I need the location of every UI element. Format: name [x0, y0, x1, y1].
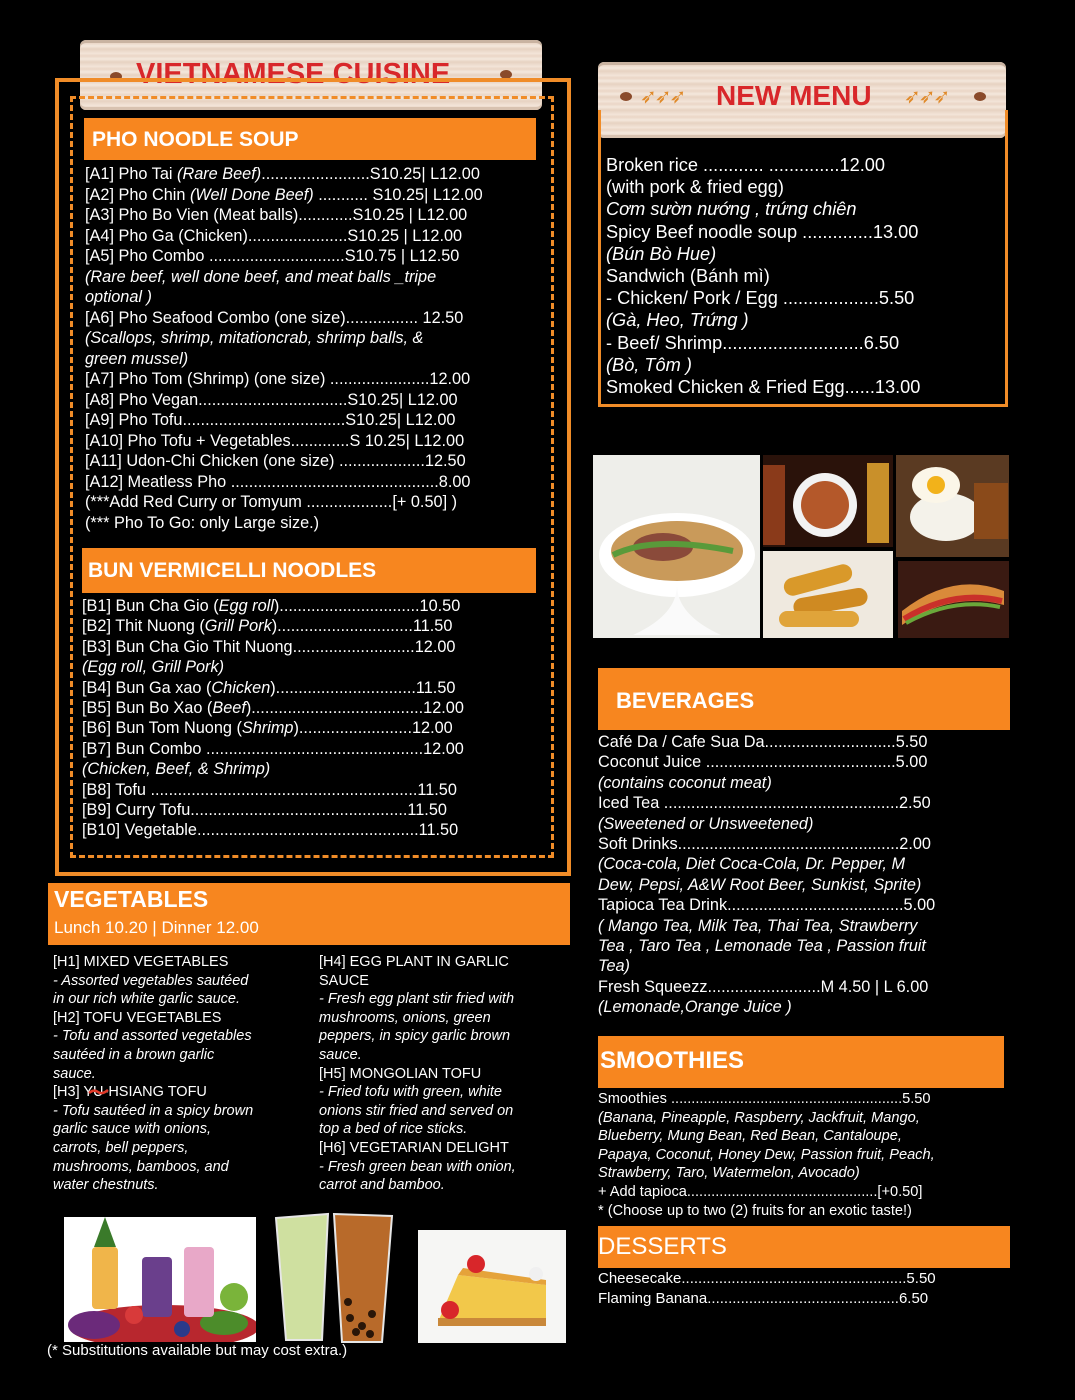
veg-hours: Lunch 10.20 | Dinner 12.00 [54, 918, 259, 937]
beverages-title: BEVERAGES [616, 688, 755, 713]
menu-item [85, 287, 545, 308]
menu-item-text: [B6] Bun Tom Nuong ( [82, 719, 242, 738]
menu-item-text: [B3] Bun Cha Gio Thit Nuong...........................12.00 [82, 637, 456, 656]
menu-line: (Coca-cola, Diet Coca-Cola, Dr. Pepper, M [598, 855, 906, 874]
menu-line: (with pork & fried egg) [606, 177, 784, 198]
wheat-icon: ➶➶➶ [640, 86, 685, 108]
new-menu-list [606, 154, 1006, 398]
menu-line: Tea) [598, 957, 630, 976]
menu-item [82, 637, 542, 657]
menu-line: ( Mango Tea, Milk Tea, Thai Tea, Strawberry [598, 916, 918, 935]
pho-bowl-photo [593, 455, 760, 638]
nail-icon [974, 92, 986, 101]
menu-item-text: [A9] Pho Tofu....................................S10.25| L12.00 [85, 411, 456, 429]
menu-item-note: Grill Pork [204, 617, 272, 636]
menu-item-note: Shrimp [241, 719, 294, 738]
bun-list [82, 596, 542, 841]
menu-item-text: [A10] Pho Tofu + Vegetables.............S 10.25| L12.00 [85, 431, 465, 450]
menu-item-text: [A4] Pho Ga (Chicken)......................S10.25 | L12.00 [85, 226, 463, 245]
menu-line: garlic sauce with onions, [53, 1121, 211, 1138]
menu-item-text: (***Add Red Curry or Tomyum ...................[+ 0.50] ) [85, 493, 458, 511]
menu-line: [H2] TOFU VEGETABLES [53, 1009, 222, 1026]
menu-line: Dew, Pepsi, A&W Root Beer, Sunkist, Sprite) [598, 875, 922, 894]
menu-item-text: [A5] Pho Combo ..............................S10.75 | L12.50 [85, 247, 460, 265]
menu-item-text: [B7] Bun Combo ................................................12.00 [82, 739, 464, 758]
menu-line: mushrooms, bamboos, and [53, 1158, 229, 1175]
menu-item-note: Egg roll [218, 597, 274, 615]
menu-line: Smoothies .........................................................5.50 [598, 1091, 931, 1107]
menu-line: Spicy Beef noodle soup ..............13.00 [606, 221, 919, 242]
menu-line: - Fried tofu with green, white [319, 1084, 502, 1101]
menu-item-note: Beef [212, 698, 246, 717]
veg-section-title: VEGETABLES [54, 886, 209, 912]
menu-item-price: ).........................12.00 [293, 719, 453, 738]
menu-line: (Banana, Pineapple, Raspberry, Jackfruit, Mango, [598, 1109, 920, 1126]
menu-line: (Lemonade,Orange Juice ) [598, 998, 792, 1017]
menu-line: carrots, bell peppers, [53, 1139, 189, 1156]
menu-item [82, 616, 542, 636]
menu-item [85, 513, 545, 534]
menu-item [85, 328, 545, 349]
menu-line: Café Da / Cafe Sua Da.............................5.50 [598, 733, 928, 751]
menu-item-note: (Egg roll, Grill Pork) [82, 658, 225, 677]
veg-left-column [53, 953, 305, 1195]
menu-line: + Add tapioca...............................................[+0.50] [598, 1183, 923, 1200]
menu-item-text: [A2] Pho Chin [85, 185, 190, 204]
menu-line: (Gà, Heo, Trứng ) [606, 310, 749, 331]
menu-item-text: [B10] Vegetable.................................................11.50 [82, 821, 459, 840]
desserts-section-header [598, 1226, 1010, 1268]
menu-item-note: (Well Done Beef) [190, 185, 314, 204]
menu-line: Iced Tea ....................................................2.50 [598, 794, 931, 813]
menu-item-note: (Rare Beef) [177, 165, 262, 183]
beverages-list [598, 732, 1010, 1017]
veg-right-column [319, 953, 569, 1195]
cheesecake-photo [418, 1230, 566, 1343]
menu-line: Blueberry, Mung Bean, Red Bean, Cantaloupe, [598, 1128, 902, 1145]
menu-line: [H3] YU-HSIANG TOFU [53, 1084, 207, 1101]
bun-photo [763, 455, 893, 547]
menu-item [82, 596, 542, 616]
menu-item [85, 390, 545, 411]
menu-item-price: )..............................11.50 [271, 617, 453, 636]
menu-item [85, 492, 545, 513]
menu-item [82, 800, 542, 820]
desserts-title: DESSERTS [598, 1233, 727, 1260]
menu-line: Coconut Juice ..........................................5.00 [598, 753, 928, 772]
bun-section-header [82, 548, 536, 593]
menu-line: - Assorted vegetables sautéed [53, 972, 249, 989]
menu-line: sautéed in a brown garlic [53, 1046, 215, 1063]
menu-item [82, 739, 542, 759]
menu-item [85, 472, 545, 493]
menu-item-note: (Rare beef, well done beef, and meat balls _tripe [85, 267, 437, 286]
menu-line: Soft Drinks.................................................2.00 [598, 834, 931, 853]
bubble-tea-photo [270, 1210, 398, 1343]
broken-rice-photo [896, 455, 1009, 557]
menu-item-text: [A12] Meatless Pho ..............................................8.00 [85, 472, 471, 491]
menu-line: mushrooms, onions, green [319, 1009, 491, 1026]
pho-list [85, 164, 545, 533]
menu-item [85, 369, 545, 390]
menu-item-price: ........... S10.25| L12.00 [313, 185, 483, 204]
menu-line: onions stir fried and served on [319, 1102, 514, 1119]
veg-section-header [48, 883, 570, 945]
menu-item-text: [B5] Bun Bo Xao ( [82, 698, 213, 717]
smoothies-section-header [598, 1036, 1004, 1088]
menu-line: Flaming Banana..............................................6.50 [598, 1289, 929, 1307]
menu-line: Strawberry, Taro, Watermelon, Avocado) [598, 1165, 860, 1182]
menu-item-note: Chicken [211, 678, 271, 697]
menu-line: (contains coconut meat) [598, 773, 772, 792]
menu-line: - Fresh green bean with onion, [319, 1158, 516, 1175]
menu-line: Papaya, Coconut, Honey Dew, Passion fruit, Peach, [598, 1146, 935, 1163]
smoothies-list [598, 1090, 1010, 1220]
menu-item-text: [B9] Curry Tofu................................................11.50 [82, 800, 447, 819]
menu-line: - Beef/ Shrimp............................6.50 [606, 332, 900, 353]
menu-line: Sandwich (Bánh mì) [606, 265, 770, 286]
menu-line: Cơm sườn nướng , trứng chiên [606, 199, 857, 220]
menu-line: peppers, in spicy garlic brown [319, 1028, 511, 1045]
banh-mi-photo [898, 561, 1009, 638]
menu-item-price: )......................................12.00 [245, 698, 464, 717]
menu-line: (Bò, Tôm ) [606, 354, 692, 375]
smoothie-fruit-photo [64, 1217, 256, 1342]
menu-item [85, 164, 545, 185]
beverages-section-header [598, 668, 1010, 730]
menu-item [85, 246, 545, 267]
menu-item-price: ........................S10.25| L12.00 [261, 165, 480, 183]
menu-item [85, 410, 545, 431]
menu-item [85, 451, 545, 472]
menu-line: in our rich white garlic sauce. [53, 991, 240, 1008]
menu-item-price: )...............................11.50 [270, 678, 456, 697]
nail-icon [620, 92, 632, 101]
smoothies-title: SMOOTHIES [600, 1047, 745, 1074]
menu-item [85, 226, 545, 247]
menu-line: - Tofu sautéed in a spicy brown [53, 1102, 254, 1119]
menu-line: SAUCE [319, 972, 369, 989]
menu-item [82, 718, 542, 738]
menu-line: water chestnuts. [53, 1177, 159, 1194]
menu-item-text: [A11] Udon-Chi Chicken (one size) ...................12.50 [85, 452, 466, 470]
menu-item [85, 308, 545, 329]
menu-item [85, 431, 545, 452]
menu-item [82, 698, 542, 718]
menu-line: sauce. [53, 1065, 96, 1082]
pho-section-title: PHO NOODLE SOUP [92, 128, 299, 151]
menu-item [85, 205, 545, 226]
menu-item-text: [B2] Thit Nuong ( [82, 617, 205, 636]
menu-item-text: [A7] Pho Tom (Shrimp) (one size) ......................12.00 [85, 370, 471, 388]
pho-section-header [84, 118, 536, 160]
menu-item-text: [B1] Bun Cha Gio ( [82, 597, 219, 615]
menu-item-text: (*** Pho To Go: only Large size.) [85, 513, 320, 532]
menu-line: Tea , Taro Tea , Lemonade Tea , Passion fruit [598, 936, 926, 955]
menu-line: (Bún Bò Hue) [606, 243, 717, 264]
menu-item [82, 780, 542, 800]
menu-line: [H1] MIXED VEGETABLES [53, 954, 229, 970]
menu-item-text: [A3] Pho Bo Vien (Meat balls)............S10.25 | L12.00 [85, 206, 468, 224]
menu-line: Tapioca Tea Drink.......................................5.00 [598, 896, 936, 915]
menu-line: Broken rice ............ ..............12.00 [606, 155, 885, 175]
menu-item-note: (Scallops, shrimp, mitationcrab, shrimp balls, & [85, 329, 424, 347]
menu-item-note: (Chicken, Beef, & Shrimp) [82, 760, 271, 779]
menu-item [85, 185, 545, 206]
wheat-icon: ➶➶➶ [904, 86, 949, 108]
menu-line: - Fresh egg plant stir fried with [319, 991, 515, 1008]
menu-item [82, 759, 542, 779]
desserts-list [598, 1269, 1010, 1308]
footer-note: (* Substitutions available but may cost extra.) [47, 1342, 348, 1359]
menu-line: - Tofu and assorted vegetables [53, 1028, 252, 1045]
menu-item-text: [B4] Bun Ga xao ( [82, 678, 212, 697]
egg-roll-photo [763, 551, 893, 638]
menu-line: [H6] VEGETARIAN DELIGHT [319, 1139, 509, 1156]
menu-line: [H5] MONGOLIAN TOFU [319, 1065, 482, 1082]
menu-item [85, 349, 545, 370]
new-menu-title: NEW MENU [716, 80, 872, 111]
page-title: VIETNAMESE CUISINE [136, 58, 451, 90]
menu-item-price: )...............................10.50 [273, 597, 461, 615]
menu-item [82, 820, 542, 840]
menu-item [85, 267, 545, 288]
chili-icon [88, 1087, 110, 1097]
menu-item-text: [A8] Pho Vegan.................................S10.25| L12.00 [85, 390, 458, 409]
menu-line: [H4] EGG PLANT IN GARLIC [319, 954, 509, 970]
menu-item-text: [B8] Tofu ...........................................................11.50 [82, 780, 457, 799]
menu-item-text: [A1] Pho Tai [85, 165, 178, 183]
bun-section-title: BUN VERMICELLI NOODLES [88, 559, 377, 582]
menu-item-note: optional ) [85, 288, 152, 306]
menu-item [82, 678, 542, 698]
menu-line: Smoked Chicken & Fried Egg......13.00 [606, 376, 921, 397]
menu-item-text: [A6] Pho Seafood Combo (one size)................ 12.50 [85, 308, 464, 327]
menu-line: (Sweetened or Unsweetened) [598, 814, 814, 833]
menu-line: Fresh Squeezz.........................M 4.50 | L 6.00 [598, 977, 929, 996]
menu-item [82, 657, 542, 677]
menu-line: sauce. [319, 1046, 362, 1063]
menu-line: Cheesecake......................................................5.50 [598, 1270, 936, 1287]
menu-line: - Chicken/ Pork / Egg ...................5.50 [606, 288, 915, 309]
menu-line: * (Choose up to two (2) fruits for an exotic taste!) [598, 1202, 912, 1219]
menu-item-note: green mussel) [85, 349, 189, 368]
menu-line: top a bed of rice sticks. [319, 1121, 468, 1138]
menu-line: carrot and bamboo. [319, 1177, 445, 1194]
